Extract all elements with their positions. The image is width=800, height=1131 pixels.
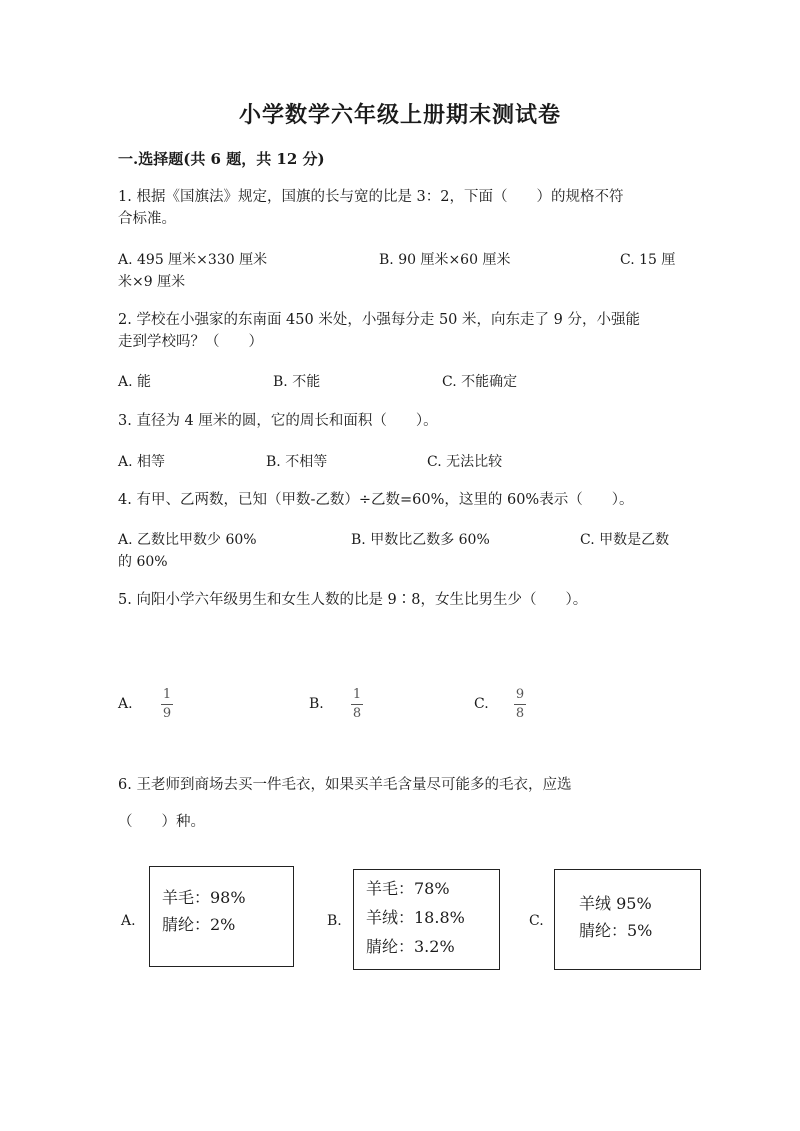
question-5-option-a-label: A. xyxy=(118,696,133,712)
question-5-text: 5. 向阳小学六年级男生和女生人数的比是 9∶8，女生比男生少（ ）。 xyxy=(118,592,588,608)
fraction-bar xyxy=(514,704,526,705)
page-title: 小学数学六年级上册期末测试卷 xyxy=(238,102,561,128)
label-line: 羊绒 95% xyxy=(579,894,652,913)
question-1-option-c-cont: 米×9 厘米 xyxy=(118,274,186,290)
fraction-numerator: 1 xyxy=(162,687,172,702)
question-2-option-a: A. 能 xyxy=(118,374,152,390)
question-6-line-1: 6. 王老师到商场去买一件毛衣，如果买羊毛含量尽可能多的毛衣，应选 xyxy=(118,777,572,793)
question-3-option-a: A. 相等 xyxy=(118,454,166,470)
question-1-line-2: 合标准。 xyxy=(118,211,176,227)
question-2-line-1: 2. 学校在小强家的东南面 450 米处，小强每分走 50 米，向东走了 9 分，小强能 xyxy=(118,312,640,328)
question-2-text xyxy=(118,309,640,353)
fraction-numerator: 1 xyxy=(352,687,362,702)
question-6-option-b-label: B. xyxy=(327,913,342,929)
question-5-option-c-label: C. xyxy=(474,696,489,712)
label-line: 羊毛：78% xyxy=(366,879,450,898)
question-6-option-b-box xyxy=(353,869,500,970)
fraction-denominator: 8 xyxy=(515,706,525,721)
question-5-option-b-label: B. xyxy=(309,696,324,712)
section-heading: 一.选择题(共 6 题，共 12 分) xyxy=(118,150,325,168)
question-4-option-a: A. 乙数比甲数少 60% xyxy=(118,532,257,548)
question-3-option-c: C. 无法比较 xyxy=(427,454,503,470)
question-6-option-c-label: C. xyxy=(529,913,544,929)
question-1-line-1: 1. 根据《国旗法》规定，国旗的长与宽的比是 3：2，下面（ ）的规格不符 xyxy=(118,189,624,205)
question-4-option-b: B. 甲数比乙数多 60% xyxy=(351,532,490,548)
fraction-bar xyxy=(351,704,363,705)
question-6-option-a-box xyxy=(149,866,294,967)
question-1-option-a: A. 495 厘米×330 厘米 xyxy=(118,252,268,268)
question-2-option-c: C. 不能确定 xyxy=(442,374,518,390)
label-line: 腈纶：3.2% xyxy=(366,937,455,956)
question-6-line-2: （ ）种。 xyxy=(118,814,205,830)
question-5-option-b-fraction xyxy=(351,687,363,722)
question-1-option-b: B. 90 厘米×60 厘米 xyxy=(379,252,511,268)
question-6-option-a-label: A. xyxy=(121,913,136,929)
question-2-line-2: 走到学校吗？（ ） xyxy=(118,334,263,350)
fraction-numerator: 9 xyxy=(515,687,525,702)
question-6-option-c-box xyxy=(554,869,701,970)
question-3-option-b: B. 不相等 xyxy=(266,454,328,470)
question-4-text: 4. 有甲、乙两数，已知（甲数-乙数）÷乙数=60%，这里的 60%表示（ ）。 xyxy=(118,492,634,508)
question-5-option-c-fraction xyxy=(514,687,526,722)
question-4-option-c-cont: 的 60% xyxy=(118,554,168,570)
label-line: 羊绒：18.8% xyxy=(366,908,465,927)
question-4-option-c: C. 甲数是乙数 xyxy=(580,532,670,548)
question-2-option-b: B. 不能 xyxy=(273,374,321,390)
label-line: 羊毛：98% xyxy=(162,888,246,907)
fraction-bar xyxy=(161,704,173,705)
question-5-option-a-fraction xyxy=(161,687,173,722)
question-3-text: 3. 直径为 4 厘米的圆，它的周长和面积（ ）。 xyxy=(118,413,438,429)
fraction-denominator: 9 xyxy=(162,706,172,721)
fraction-denominator: 8 xyxy=(352,706,362,721)
question-1-option-c: C. 15 厘 xyxy=(620,252,676,268)
question-1-text xyxy=(118,186,624,230)
label-line: 腈纶：5% xyxy=(579,921,653,940)
label-line: 腈纶：2% xyxy=(162,915,236,934)
